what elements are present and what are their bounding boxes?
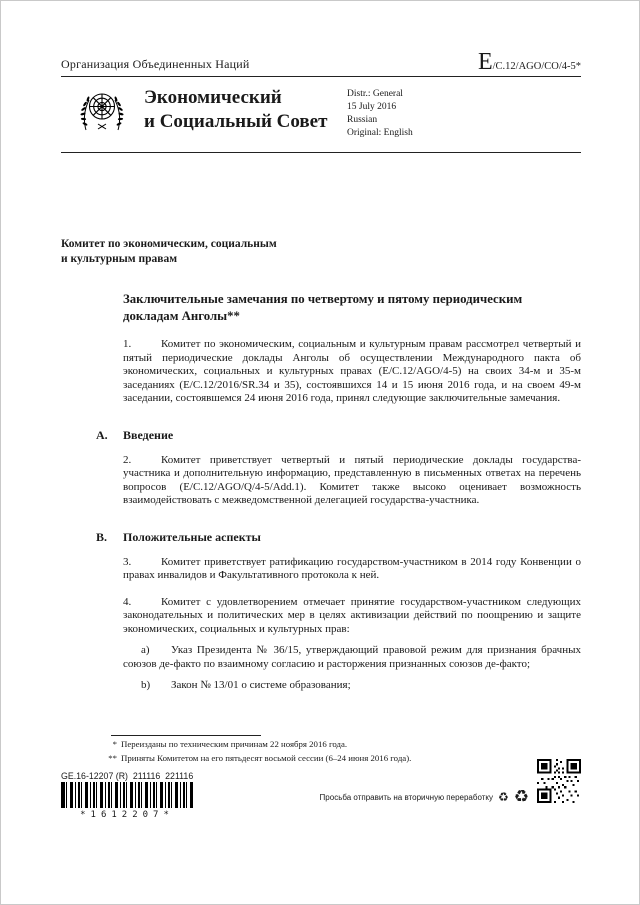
original-language-line: Original: English — [347, 128, 413, 138]
committee-line1: Комитет по экономическим, социальным — [61, 238, 277, 250]
footnote-text: Переизданы по техническим причинам 22 ноября 2016 года. — [121, 739, 348, 749]
paragraph-number: 4. — [123, 595, 132, 608]
section-b-heading — [96, 530, 581, 545]
language-line: Russian — [347, 115, 378, 125]
recycle-note — [320, 789, 529, 806]
header — [61, 51, 581, 74]
paragraph-number: 3. — [123, 555, 132, 568]
footnote-marker: * — [112, 739, 117, 749]
date-line: 15 July 2016 — [347, 102, 397, 112]
qr-code — [537, 759, 581, 803]
masthead-divider — [61, 152, 581, 153]
masthead — [61, 77, 581, 150]
footnote-1 — [103, 738, 581, 750]
list-item-b — [123, 679, 581, 693]
section-a-heading — [96, 428, 581, 443]
footnote-marker: ** — [108, 753, 117, 763]
list-item-a — [123, 644, 581, 671]
section-title: Положительные аспекты — [123, 529, 261, 544]
council-title-line1: Экономический — [144, 87, 282, 108]
distribution-info — [347, 86, 509, 140]
barcode-text: *1612207* — [80, 810, 174, 820]
paragraph-text: Комитет приветствует четвертый и пятый периодические доклады государства-участника и дополнительную информацию, представленную в письменных ответах на перечень вопросов (E/C.12/AGO/Q/4-5/Add.1). Комитет также высоко оценивает возможность взаимодействовать с межведомственной делегацией государства-участника. — [123, 453, 581, 506]
council-title-line2: и Социальный Совет — [144, 111, 328, 132]
barcode — [61, 782, 193, 820]
paragraph-1 — [123, 338, 581, 406]
council-title — [144, 86, 327, 134]
page-content — [61, 51, 581, 693]
paragraph-2 — [123, 454, 581, 508]
barcode-bars — [61, 782, 193, 808]
list-marker: b) — [141, 679, 151, 691]
section-letter: B. — [96, 529, 108, 544]
doc-symbol-letter: E — [477, 49, 493, 75]
paragraph-text: Комитет приветствует ратификацию государством-участником в 2014 году Конвенции о правах инвалидов и Факультативного протокола к ней. — [123, 555, 581, 581]
page-footer — [61, 735, 581, 875]
document-title: Заключительные замечания по четвертому и пятому периодическим докладам Анголы** — [123, 292, 523, 323]
paragraph-number: 2. — [123, 453, 132, 466]
doc-symbol-number: /C.12/AGO/CO/4-5* — [492, 61, 581, 72]
org-name: Организация Объединенных Наций — [61, 57, 250, 71]
list-item-text: Закон № 13/01 о системе образования; — [171, 679, 351, 691]
paragraph-4 — [123, 596, 581, 637]
un-emblem-icon — [73, 88, 131, 132]
document-reference-number: GE.16-12207 (R) 211116 221116 — [61, 771, 194, 781]
list-marker: a) — [141, 644, 150, 656]
footnote-separator — [111, 735, 261, 736]
paragraph-number: 1. — [123, 338, 132, 350]
recycle-icon: ♻ — [513, 787, 529, 807]
paragraph-3 — [123, 556, 581, 583]
paragraph-text: Комитет по экономическим, социальным и культурным правам рассмотрел четвертый и пятый периодические доклады Анголы об осуществлении Международного пакта об экономических, социальных и культурных правах (E/C.12/AGO/4-5) на своих 34-м и 35-м заседаниях (E/C.12/2016/SR.34 и 35), состоявшихся 14 и 15 июня 2016 года, и на своем 49-м заседании, состоявшемся 24 июня 2016 года, принял следующие заключительные замечания. — [123, 338, 581, 404]
footnote-text: Приняты Комитетом на его пятьдесят восьмой сессии (6–24 июня 2016 года). — [121, 753, 412, 763]
list-item-text: Указ Президента № 36/15, утверждающий правовой режим для признания брачных союзов де-факто по взаимному согласию и расторжения признанных союзов де-факто; — [123, 644, 581, 670]
paragraph-text: Комитет с удовлетворением отмечает принятие государством-участником следующих законодательных и политических мер в целях активизации действий по поощрению и защите экономических, социальных и культурных прав: — [123, 595, 581, 635]
committee-heading — [61, 237, 581, 267]
footnote-2 — [103, 752, 581, 764]
recycle-note-text: Просьба отправить на вторичную переработку — [319, 793, 493, 802]
committee-line2: и культурным правам — [61, 253, 178, 265]
distr-line: Distr.: General — [347, 89, 403, 99]
section-letter: A. — [96, 427, 108, 442]
doc-symbol — [478, 51, 581, 74]
section-title: Введение — [123, 427, 174, 442]
recycle-icon: ♻ — [497, 790, 509, 804]
